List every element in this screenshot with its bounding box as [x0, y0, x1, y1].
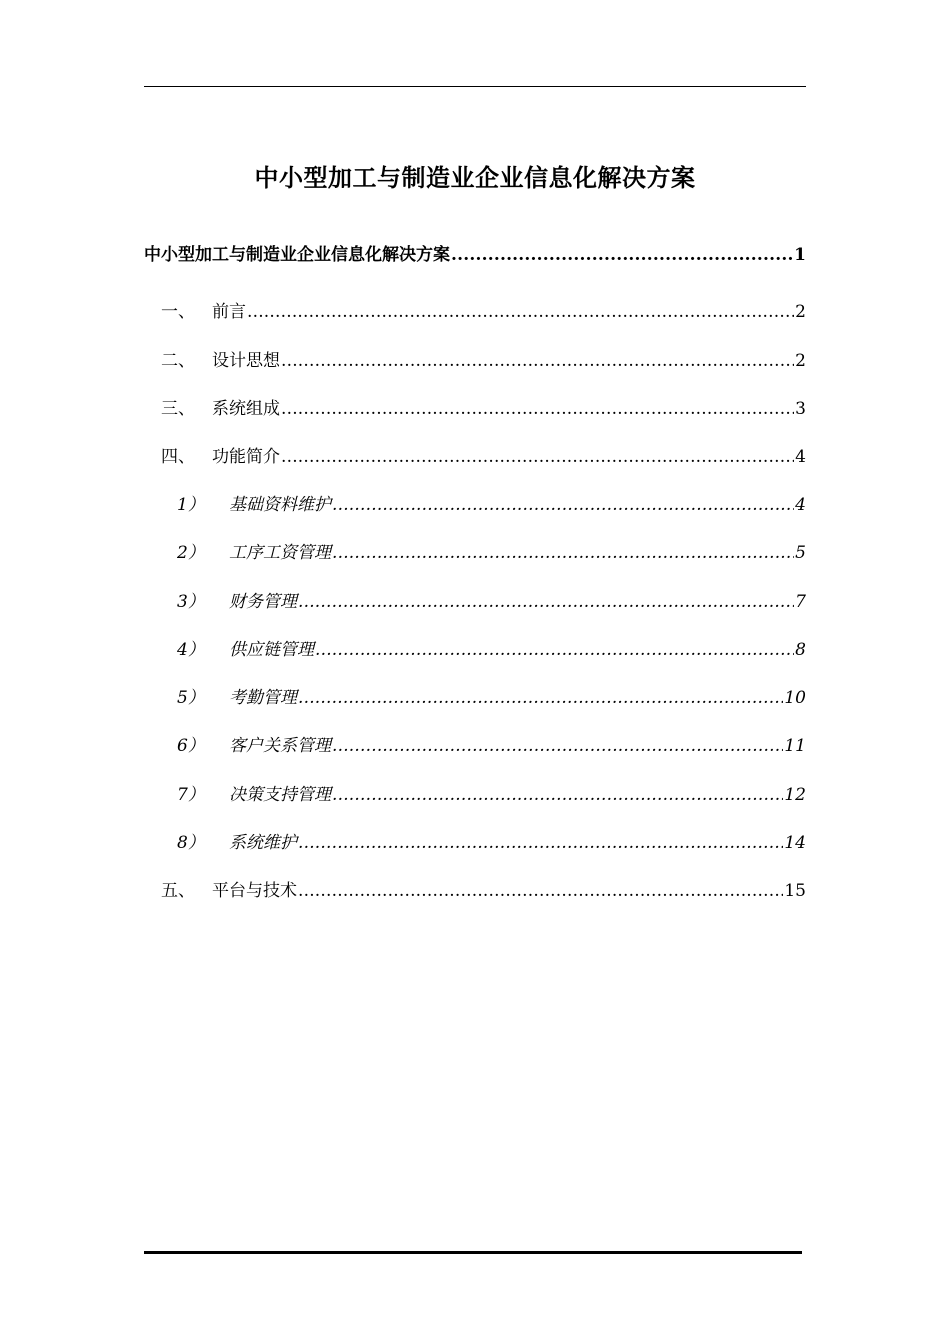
- toc-leader: [247, 298, 794, 326]
- toc-leader: [451, 241, 793, 269]
- toc-leader: [281, 347, 794, 375]
- toc-entry-subsection-2[interactable]: [177, 539, 806, 567]
- toc-leader: [332, 539, 794, 567]
- toc-number: 6）: [177, 736, 205, 756]
- toc-number: 一、: [161, 302, 195, 322]
- toc-entry-section-5[interactable]: [161, 877, 806, 905]
- toc-label: 中小型加工与制造业企业信息化解决方案: [144, 245, 450, 265]
- toc-entry-subsection-4[interactable]: [177, 636, 806, 664]
- toc-label: 系统维护: [229, 833, 297, 853]
- toc-number: 4）: [177, 640, 205, 660]
- toc-page-number: 4: [795, 447, 806, 467]
- toc-entry-section-1[interactable]: [161, 298, 806, 326]
- toc-leader: [298, 877, 783, 905]
- toc-label: 工序工资管理: [229, 543, 331, 563]
- toc-label: 功能简介: [212, 447, 280, 467]
- toc-leader: [281, 395, 794, 423]
- toc-entry-subsection-6[interactable]: [177, 732, 806, 760]
- toc-number: 五、: [161, 881, 195, 901]
- toc-label: 客户关系管理: [229, 736, 331, 756]
- toc-page-number: 12: [784, 785, 806, 805]
- toc-label: 系统组成: [212, 399, 280, 419]
- toc-leader: [315, 636, 794, 664]
- toc-entry-section-3[interactable]: [161, 395, 806, 423]
- toc-page-number: 14: [784, 833, 806, 853]
- toc-entry-section-2[interactable]: [161, 347, 806, 375]
- toc-number: 3）: [177, 592, 205, 612]
- header-rule: [144, 86, 806, 87]
- toc-leader: [298, 684, 783, 712]
- toc-page-number: 2: [795, 302, 806, 322]
- toc-page-number: 7: [795, 592, 806, 612]
- toc-number: 三、: [161, 399, 195, 419]
- toc-entry-subsection-5[interactable]: [177, 684, 806, 712]
- toc-entry-subsection-8[interactable]: [177, 829, 806, 857]
- toc-label: 财务管理: [229, 592, 297, 612]
- toc-entry-subsection-7[interactable]: [177, 781, 806, 809]
- toc-page-number: 8: [795, 640, 806, 660]
- toc-leader: [332, 491, 794, 519]
- toc-number: 1）: [177, 495, 205, 515]
- toc-label: 设计思想: [212, 351, 280, 371]
- toc-page-number: 5: [795, 543, 806, 563]
- toc-leader: [332, 732, 783, 760]
- toc-page-number: 4: [795, 495, 806, 515]
- toc-entry-subsection-1[interactable]: [177, 491, 806, 519]
- toc-number: 2）: [177, 543, 205, 563]
- toc-leader: [298, 829, 783, 857]
- toc-label: 前言: [212, 302, 246, 322]
- toc-label: 决策支持管理: [229, 785, 331, 805]
- toc-label: 基础资料维护: [229, 495, 331, 515]
- toc-number: 二、: [161, 351, 195, 371]
- toc-label: 平台与技术: [212, 881, 297, 901]
- toc-leader: [298, 588, 794, 616]
- toc-number: 7）: [177, 785, 205, 805]
- toc-entry-main[interactable]: [144, 241, 806, 269]
- toc-page-number: 3: [795, 399, 806, 419]
- toc-page-number: 1: [794, 245, 806, 265]
- toc-leader: [281, 443, 794, 471]
- footer-rule: [144, 1251, 802, 1254]
- toc-label: 考勤管理: [229, 688, 297, 708]
- document-title: 中小型加工与制造业企业信息化解决方案: [254, 163, 696, 192]
- toc-page-number: 11: [784, 736, 806, 756]
- toc-number: 5）: [177, 688, 205, 708]
- toc-page-number: 2: [795, 351, 806, 371]
- toc-number: 8）: [177, 833, 205, 853]
- toc-label: 供应链管理: [229, 640, 314, 660]
- toc-entry-subsection-3[interactable]: [177, 588, 806, 616]
- toc-number: 四、: [161, 447, 195, 467]
- toc-entry-section-4[interactable]: [161, 443, 806, 471]
- toc-leader: [332, 781, 783, 809]
- toc-page-number: 15: [784, 881, 806, 901]
- toc-page-number: 10: [784, 688, 806, 708]
